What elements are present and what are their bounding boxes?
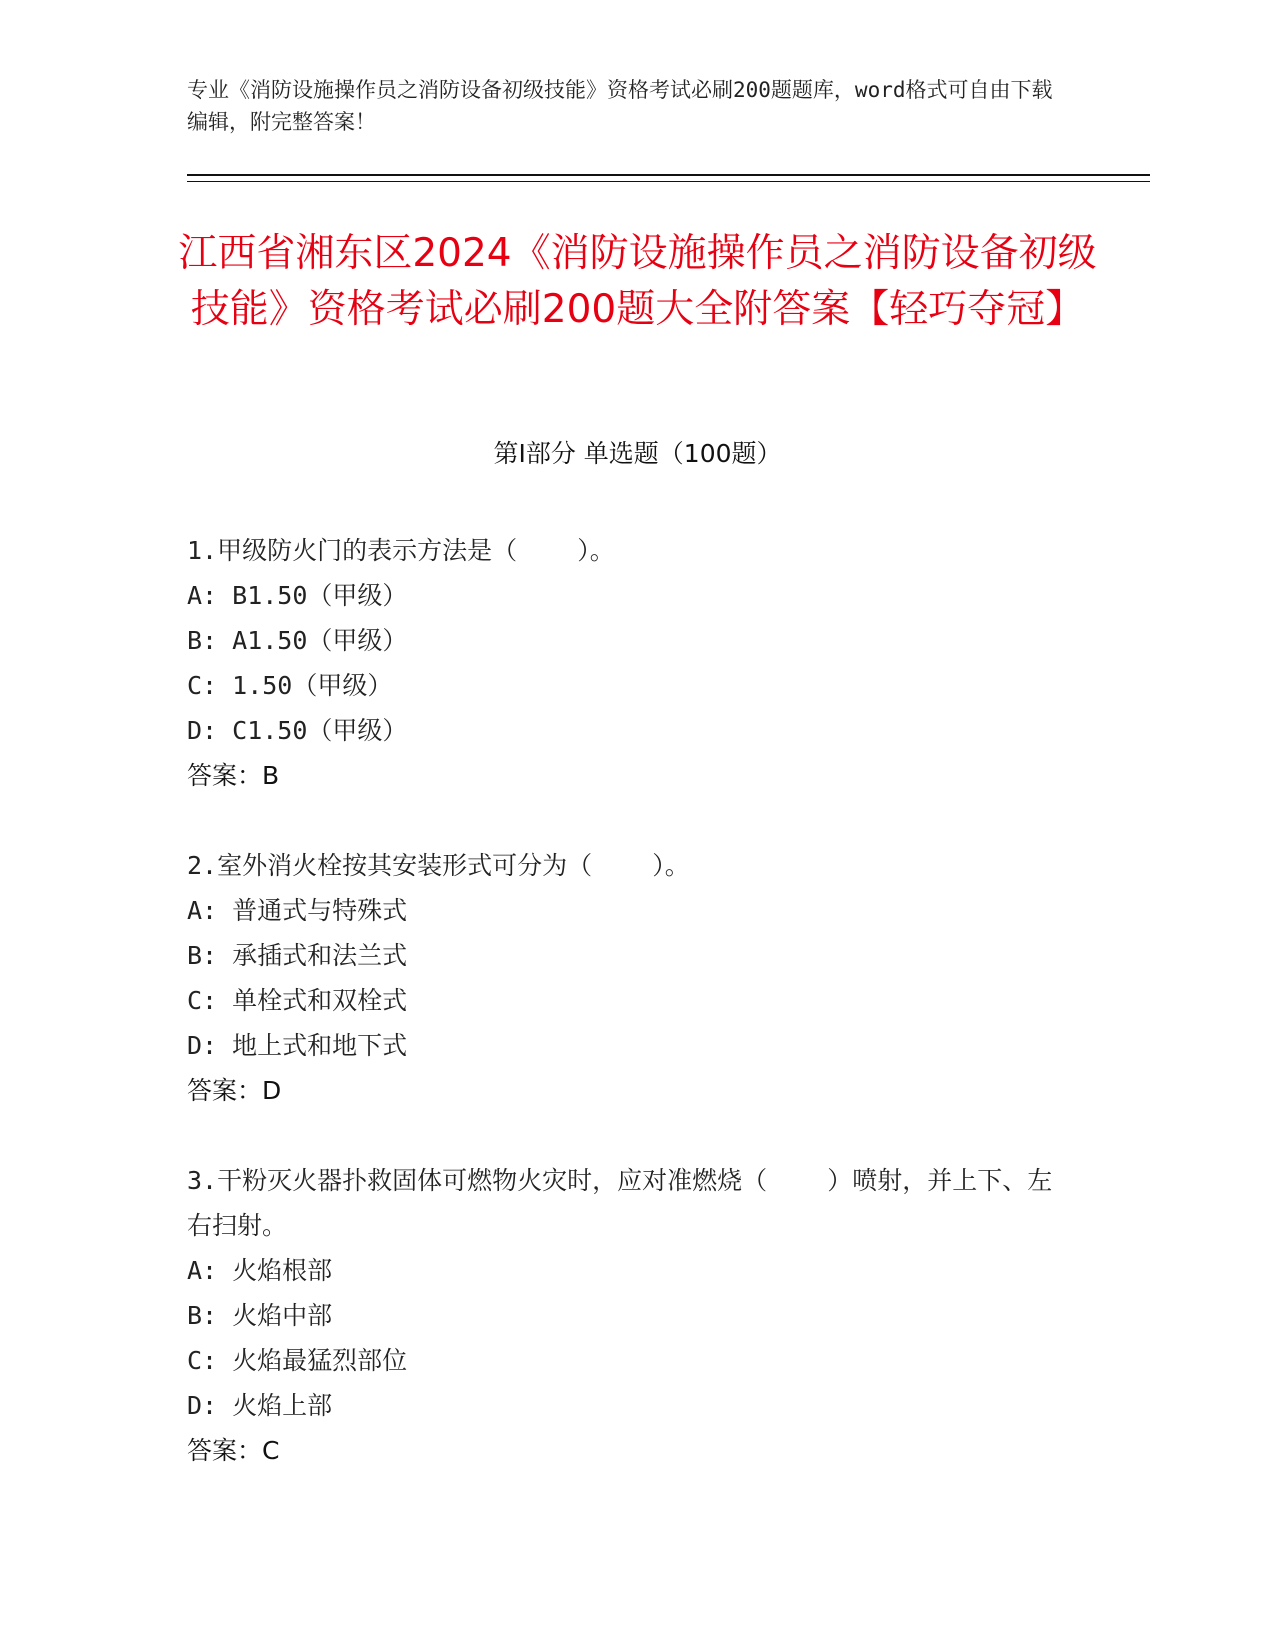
question-2 [187,843,1067,1113]
option-d: D: 地上式和地下式 [187,1031,408,1060]
section-title: 第I部分 单选题（100题） [493,439,782,468]
question-1 [187,528,1067,798]
question-stem: 2.室外消火栓按其安装形式可分为（ ）。 [187,851,690,880]
option-c: C: 单栓式和双栓式 [187,986,408,1015]
option-a: A: B1.50（甲级） [187,581,408,610]
question-stem: 1.甲级防火门的表示方法是（ ）。 [187,536,615,565]
question-3 [187,1158,1067,1473]
option-c: C: 火焰最猛烈部位 [187,1346,408,1375]
option-c: C: 1.50（甲级） [187,671,393,700]
header-rule-thin [187,181,1150,182]
option-b: B: 承插式和法兰式 [187,941,408,970]
option-b: B: A1.50（甲级） [187,626,408,655]
answer: 答案：B [187,761,280,790]
document-title: 江西省湘东区2024《消防设施操作员之消防设备初级技能》资格考试必刷200题大全附答案【轻巧夺冠】 [178,231,1097,332]
header-rule-thick [187,174,1150,176]
option-b: B: 火焰中部 [187,1301,333,1330]
question-stem: 3.干粉灭火器扑救固体可燃物火灾时，应对准燃烧（ ）喷射，并上下、左右扫射。 [187,1166,1053,1240]
answer: 答案：D [187,1076,282,1105]
option-d: D: C1.50（甲级） [187,716,408,745]
question-list [187,528,1067,1518]
option-d: D: 火焰上部 [187,1391,333,1420]
option-a: A: 普通式与特殊式 [187,896,408,925]
answer: 答案：C [187,1436,280,1465]
option-a: A: 火焰根部 [187,1256,333,1285]
header-note: 专业《消防设施操作员之消防设备初级技能》资格考试必刷200题题库，word格式可自由下载编辑，附完整答案！ [187,78,1053,134]
